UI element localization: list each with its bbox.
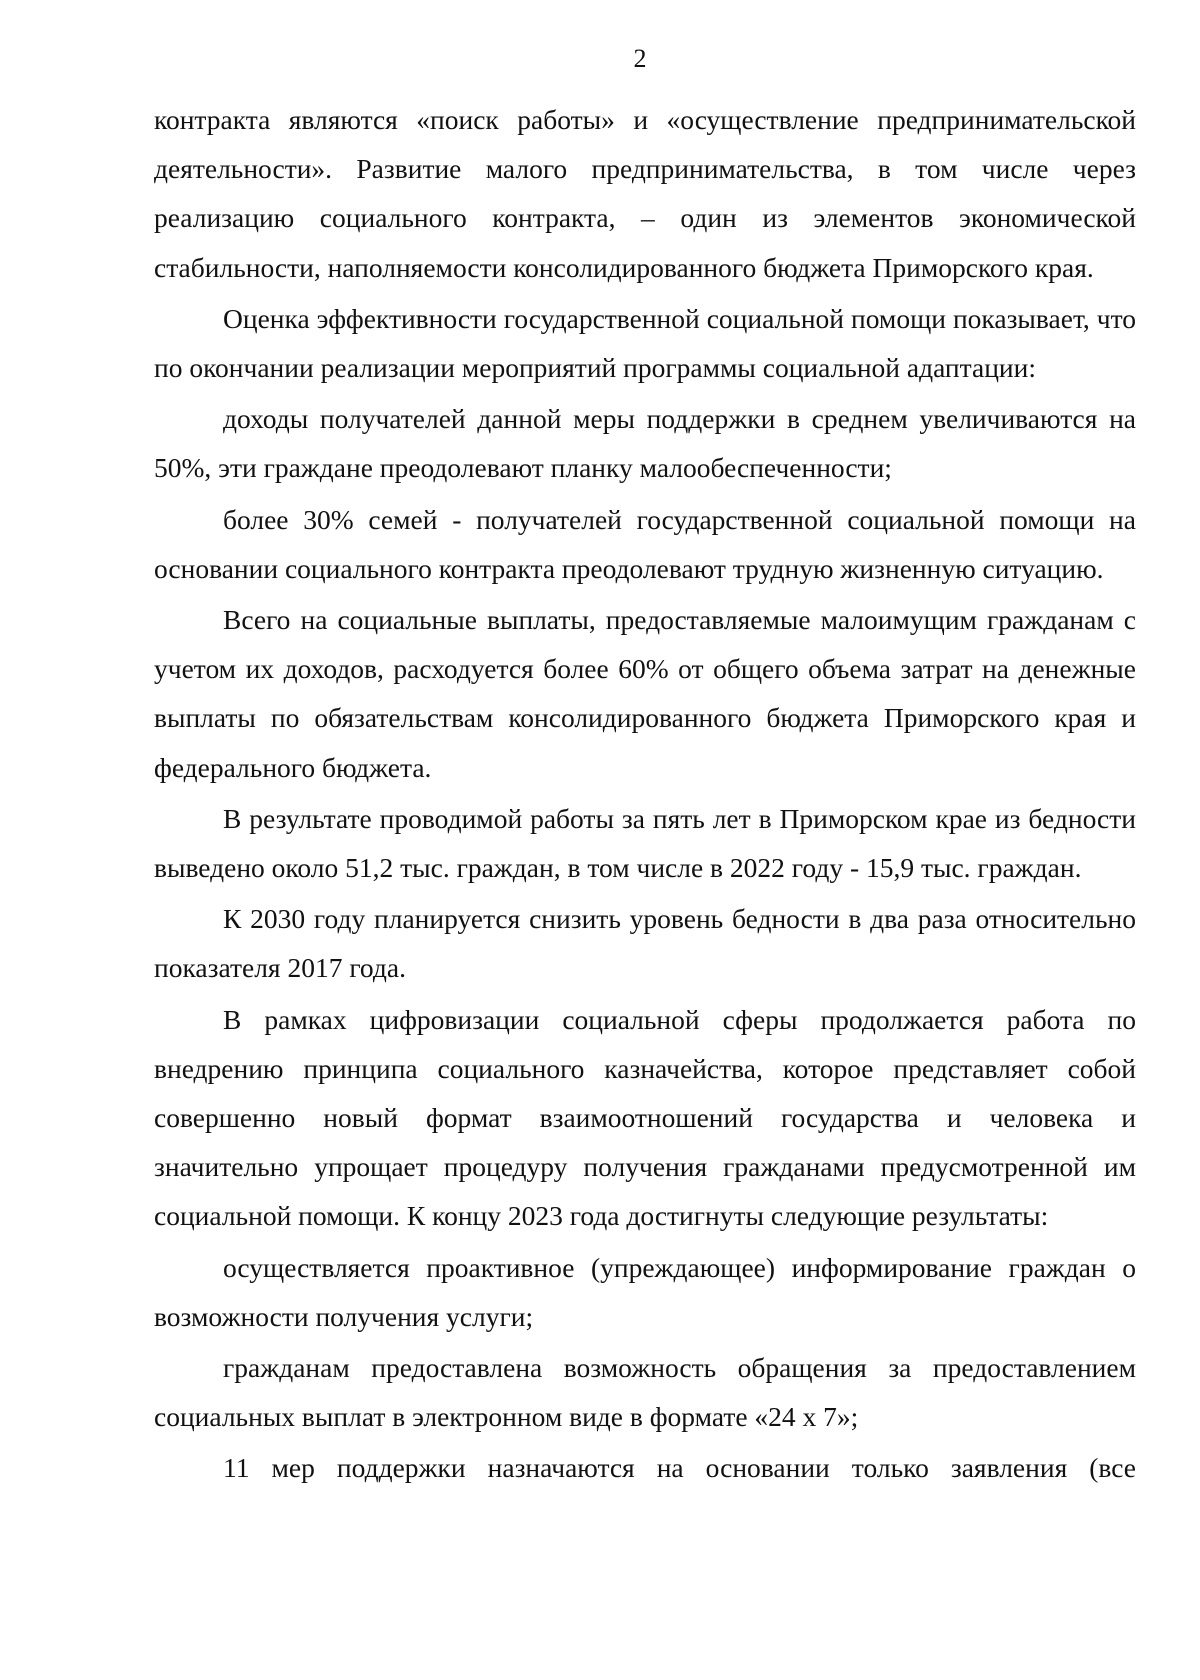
document-body: [154, 95, 1136, 1495]
paragraph: более 30% семей - получателей государственной социальной помощи на основании социального контракта преодолевают трудную жизненную ситуацию.: [154, 503, 1136, 584]
paragraph: Оценка эффективности государственной социальной помощи показывает, что по окончании реализации мероприятий программы социальной адаптации:: [154, 302, 1136, 384]
page-number: 2: [633, 44, 647, 73]
paragraph: Всего на социальные выплаты, предоставляемые малоимущим гражданам с учетом их доходов, расходуется более 60% от общего объема затрат на денежные выплаты по обязательствам консолидированного бюджета Приморского края и федерального бюджета.: [154, 604, 1136, 783]
paragraph: гражданам предоставлена возможность обращения за предоставлением социальных выплат в электронном виде в формате «24 х 7»;: [154, 1352, 1136, 1433]
paragraph: контракта являются «поиск работы» и «осуществление предпринимательской деятельности». Развитие малого предпринимательства, в том числе через реализацию социального контракта, – один из элементов экономической стабильности, наполняемости консолидированного бюджета Приморского края.: [154, 104, 1136, 283]
paragraph: доходы получателей данной меры поддержки в среднем увеличиваются на 50%, эти граждане преодолевают планку малообеспеченности;: [154, 403, 1136, 484]
paragraph: осуществляется проактивное (упреждающее) информирование граждан о возможности получения услуги;: [154, 1251, 1136, 1332]
paragraph: 11 мер поддержки назначаются на основании только заявления (все: [223, 1452, 1136, 1484]
paragraph: К 2030 году планируется снизить уровень бедности в два раза относительно показателя 2017 года.: [154, 903, 1136, 984]
paragraph: В рамках цифровизации социальной сферы продолжается работа по внедрению принципа социального казначейства, которое представляет собой совершенно новый формат взаимоотношений государства и человека и значительно упрощает процедуру получения гражданами предусмотренной им социальной помощи. К концу 2023 года достигнуты следующие результаты:: [154, 1003, 1136, 1232]
paragraph: В результате проводимой работы за пять лет в Приморском крае из бедности выведено около 51,2 тыс. граждан, в том числе в 2022 году - 15,9 тыс. граждан.: [154, 802, 1136, 884]
